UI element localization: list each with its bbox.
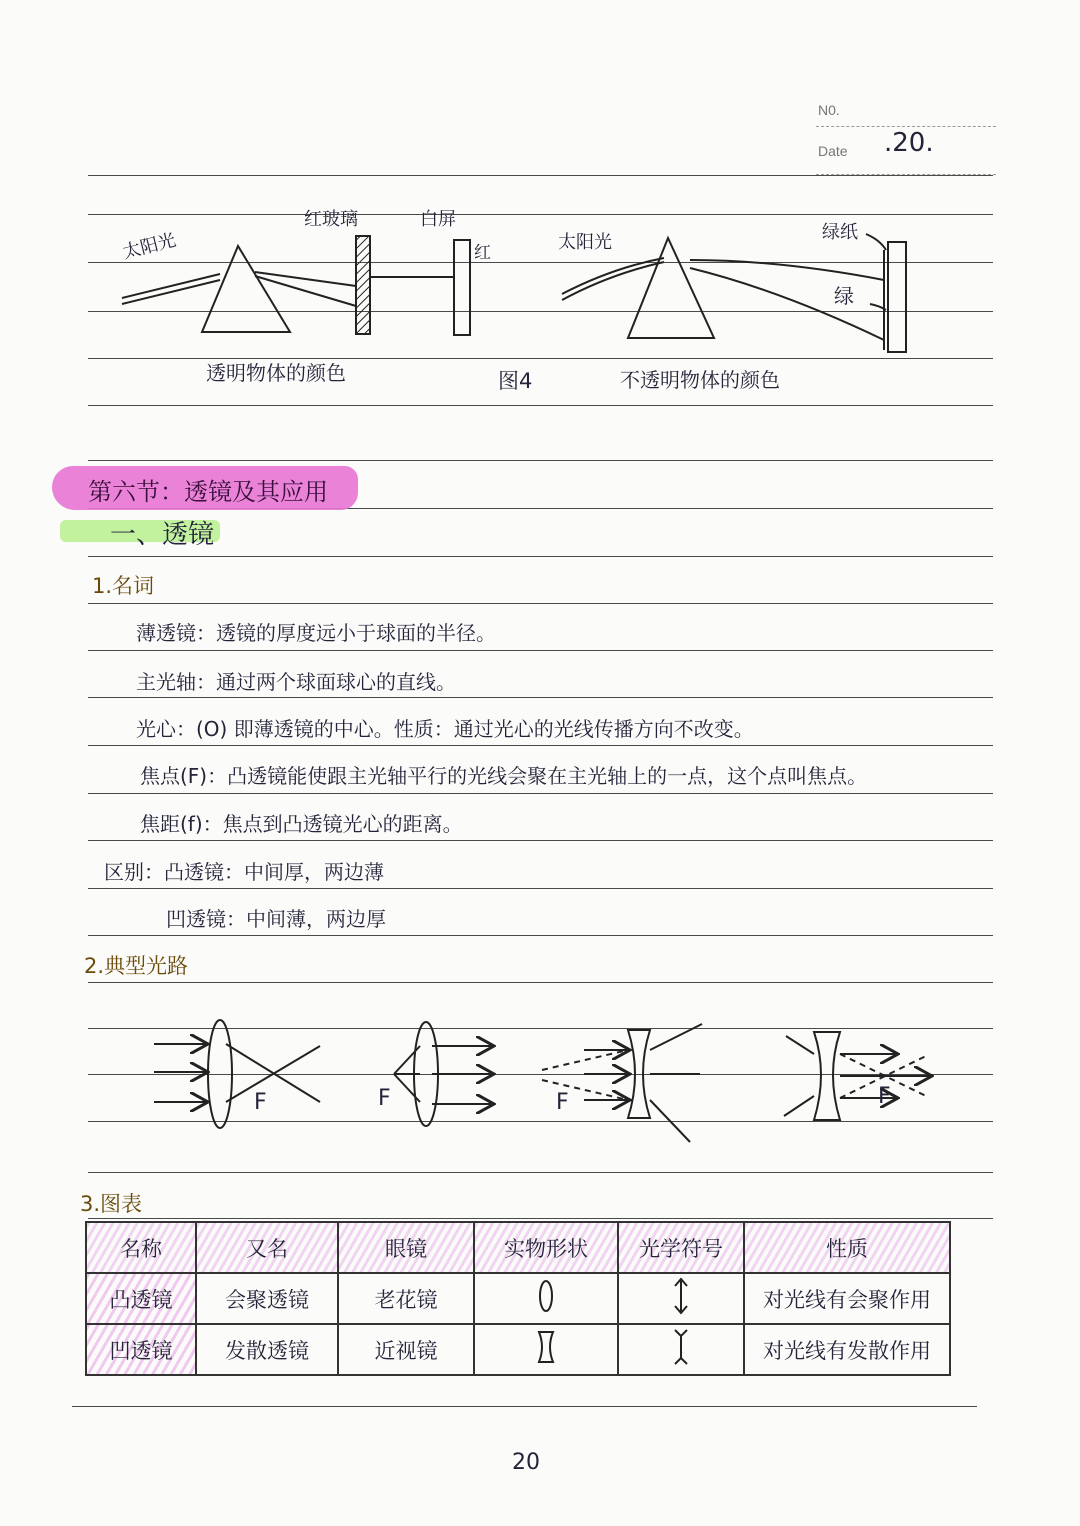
term-principal-axis: 主光轴：通过两个球面球心的直线。 [136, 670, 456, 694]
green-paper-label: 绿纸 [822, 222, 858, 243]
ruled-line [72, 1406, 977, 1407]
page-number: 20 [512, 1450, 540, 1475]
cell-property: 对光线有发散作用 [744, 1324, 950, 1375]
ruled-line [88, 650, 993, 651]
cell-glasses: 老花镜 [338, 1273, 474, 1324]
table-heading: 3.图表 [80, 1192, 143, 1216]
cell-alias: 发散透镜 [196, 1324, 338, 1375]
green-color-label: 绿 [834, 284, 854, 308]
concave-lens [814, 1032, 840, 1120]
sunlight-ray [122, 280, 220, 304]
focus-label: F [556, 1090, 569, 1115]
diff-label: 区别： [104, 860, 164, 884]
ruled-line [88, 460, 993, 461]
header-shape: 实物形状 [474, 1222, 618, 1273]
light-paths-diagram [0, 1010, 1080, 1150]
table-row [86, 1273, 950, 1324]
red-color-label: 红 [474, 243, 491, 263]
term-focal-length: 焦距(f)：焦点到凸透镜光心的距离。 [140, 812, 463, 836]
term-focus: 焦点(F)：凸透镜能使跟主光轴平行的光线会聚在主光轴上的一点，这个点叫焦点。 [140, 764, 868, 788]
cell-shape [474, 1273, 618, 1324]
sunlight-label-right: 太阳光 [558, 232, 612, 253]
white-screen-label: 白屏 [420, 209, 456, 230]
cell-glasses: 近视镜 [338, 1324, 474, 1375]
sunlight-ray [122, 274, 220, 298]
figure-number: 图4 [498, 369, 533, 393]
concave-symbol-icon [671, 1327, 691, 1367]
concave-shape-icon [535, 1329, 557, 1365]
sunlight-label-left: 太阳光 [120, 229, 179, 264]
diff-convex: 凸透镜：中间厚，两边薄 [164, 860, 384, 884]
cell-property: 对光线有会聚作用 [744, 1273, 950, 1324]
refracted-ray [255, 272, 356, 286]
ruled-line [88, 888, 993, 889]
ruled-line [88, 556, 993, 557]
red-glass-label: 红玻璃 [304, 209, 358, 230]
concave-lens [628, 1030, 650, 1118]
header-symbol: 光学符号 [618, 1222, 744, 1273]
section-title: 第六节：透镜及其应用 [88, 478, 328, 506]
section-subtitle: 一、透镜 [110, 520, 215, 550]
transparent-caption: 透明物体的颜色 [206, 361, 346, 385]
ruled-line [88, 793, 993, 794]
focus-label: F [878, 1084, 891, 1109]
ruled-line [88, 1218, 993, 1219]
red-glass [356, 236, 370, 334]
header-glasses: 眼镜 [338, 1222, 474, 1273]
cell-shape [474, 1324, 618, 1375]
focus-label: F [254, 1090, 267, 1115]
refracted-ray [255, 276, 356, 306]
number-line [816, 126, 996, 127]
white-screen [454, 240, 470, 335]
header-name: 名称 [86, 1222, 196, 1273]
figure4-diagram [0, 180, 1080, 410]
cell-symbol [618, 1324, 744, 1375]
cell-symbol [618, 1273, 744, 1324]
header-alias: 又名 [196, 1222, 338, 1273]
lens-table [85, 1221, 951, 1376]
prism-left [202, 246, 290, 332]
ruled-line [88, 1172, 993, 1173]
cell-name: 凸透镜 [86, 1273, 196, 1324]
cell-name: 凹透镜 [86, 1324, 196, 1375]
ruled-line [88, 935, 993, 936]
date-value: .20. [884, 128, 934, 158]
refracted-ray [690, 268, 884, 340]
sunlight-ray [562, 262, 664, 300]
ruled-line [88, 840, 993, 841]
convex-shape-icon [536, 1278, 556, 1314]
diff-concave: 凹透镜：中间薄，两边厚 [166, 907, 386, 931]
table-row [86, 1324, 950, 1375]
date-label: Date [818, 143, 848, 159]
opaque-caption: 不透明物体的颜色 [620, 368, 780, 392]
ruled-line [88, 697, 993, 698]
ruled-line [88, 745, 993, 746]
focus-label: F [378, 1086, 391, 1111]
label-pointer [866, 234, 886, 250]
number-label: N0. [818, 102, 840, 118]
ruled-line [88, 982, 993, 983]
convex-lens [208, 1020, 232, 1128]
cell-alias: 会聚透镜 [196, 1273, 338, 1324]
term-optical-center: 光心：(O) 即薄透镜的中心。性质：通过光心的光线传播方向不改变。 [136, 717, 754, 741]
terms-heading: 1.名词 [92, 574, 155, 598]
header-property: 性质 [744, 1222, 950, 1273]
green-paper [888, 242, 906, 352]
prism-right [628, 238, 714, 338]
ruled-line [88, 175, 993, 176]
convex-symbol-icon [671, 1276, 691, 1316]
term-thin-lens: 薄透镜：透镜的厚度远小于球面的半径。 [136, 621, 496, 645]
light-paths-heading: 2.典型光路 [84, 954, 189, 978]
table-header-row [86, 1222, 950, 1273]
ruled-line [88, 603, 993, 604]
green-ray [690, 260, 884, 280]
